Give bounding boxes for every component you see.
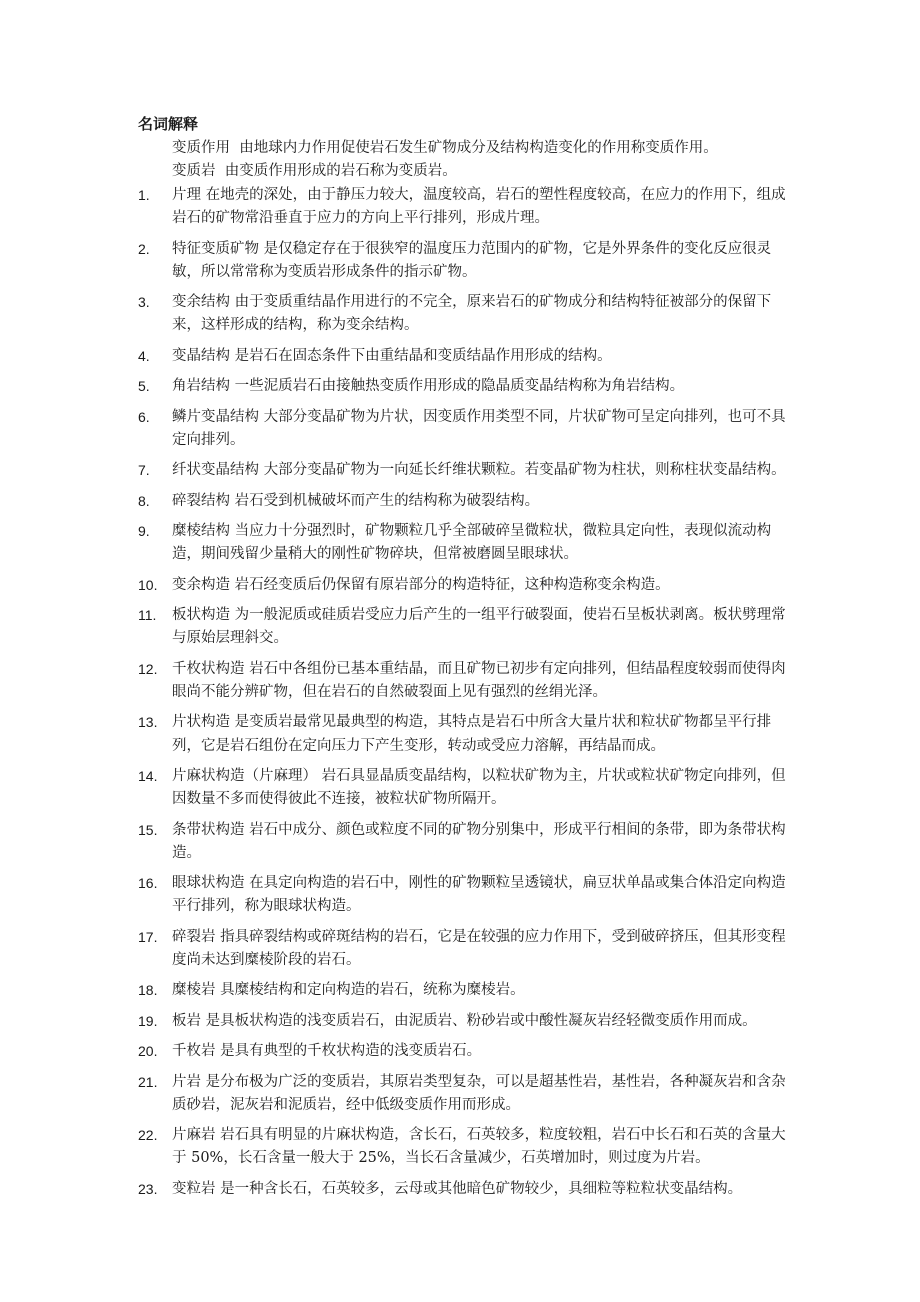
list-number: 15. bbox=[138, 821, 158, 838]
term: 糜棱岩 bbox=[172, 982, 216, 999]
definition: 岩石中各组份已基本重结晶，而且矿物已初步有定向排列，但结晶程度较弱而使得肉眼尚不能分辨矿物，但在岩石的自然破裂面上见有强烈的丝绢光泽。 bbox=[172, 660, 786, 700]
list-number: 9. bbox=[138, 523, 150, 540]
definition: 由变质作用形成的岩石称为变质岩。 bbox=[224, 163, 457, 179]
term: 变晶结构 bbox=[172, 347, 230, 364]
list-number: 11. bbox=[138, 607, 157, 624]
list-item bbox=[0, 765, 792, 811]
definition: 大部分变晶矿物为一向延长纤维状颗粒。若变晶矿物为柱状，则称柱状变晶结构。 bbox=[263, 462, 786, 479]
list-item bbox=[0, 520, 792, 566]
definition: 岩石经变质后仍保留有原岩部分的构造特征，这种构造称变余构造。 bbox=[234, 576, 670, 593]
term: 片状构造 bbox=[172, 714, 230, 731]
term: 千枚岩 bbox=[172, 1043, 216, 1060]
term: 片麻状构造（片麻理） bbox=[172, 768, 317, 785]
definition: 是具板状构造的浅变质岩石，由泥质岩、粉砂岩或中酸性凝灰岩经轻微变质作用而成。 bbox=[205, 1012, 757, 1029]
list-item bbox=[0, 1178, 792, 1201]
list-item bbox=[0, 819, 792, 865]
list-item bbox=[0, 574, 792, 597]
term: 眼球状构造 bbox=[172, 875, 245, 892]
list-item bbox=[0, 1010, 792, 1033]
list-number: 3. bbox=[138, 294, 150, 311]
list-number: 23. bbox=[138, 1180, 158, 1197]
term: 角岩结构 bbox=[172, 378, 230, 395]
definition: 是一种含长石，石英较多，云母或其他暗色矿物较少，具细粒等粒粒状变晶结构。 bbox=[220, 1180, 743, 1197]
term: 条带状构造 bbox=[172, 821, 245, 838]
list-number: 1. bbox=[138, 187, 150, 203]
term: 千枚状构造 bbox=[172, 660, 245, 677]
list-item bbox=[0, 1040, 792, 1063]
list-number: 7. bbox=[138, 462, 150, 479]
definition: 是分布极为广泛的变质岩，其原岩类型复杂，可以是超基性岩，基性岩，各种凝灰岩和含杂质砂岩，泥灰岩和泥质岩，经中低级变质作用而形成。 bbox=[172, 1073, 786, 1113]
term: 变余构造 bbox=[172, 576, 230, 593]
list-number: 2. bbox=[138, 240, 150, 257]
list-number: 16. bbox=[138, 875, 158, 892]
list-number: 18. bbox=[138, 982, 158, 999]
list-item bbox=[0, 490, 792, 513]
term: 特征变质矿物 bbox=[172, 240, 259, 257]
list-number: 14. bbox=[138, 768, 158, 785]
list-item bbox=[0, 345, 792, 368]
definition: 由于变质重结晶作用进行的不完全，原来岩石的矿物成分和结构特征被部分的保留下来，这样形成的结构，称为变余结构。 bbox=[172, 294, 772, 334]
definition: 是变质岩最常见最典型的构造，其特点是岩石中所含大量片状和粒状矿物都呈平行排列，它是岩石组份在定向压力下产生变形，转动或受应力溶解，再结晶而成。 bbox=[172, 714, 772, 754]
term: 变质岩 bbox=[172, 163, 216, 179]
term: 变余结构 bbox=[172, 294, 230, 311]
term: 片岩 bbox=[172, 1073, 201, 1090]
intro-definition bbox=[172, 160, 792, 183]
term: 板状构造 bbox=[172, 607, 230, 624]
list-number: 19. bbox=[138, 1012, 158, 1029]
definition: 是岩石在固态条件下由重结晶和变质结晶作用形成的结构。 bbox=[234, 347, 612, 364]
term: 纤状变晶结构 bbox=[172, 462, 259, 479]
list-item bbox=[0, 375, 792, 398]
term: 碎裂岩 bbox=[172, 928, 216, 945]
list-number: 6. bbox=[138, 408, 150, 425]
list-item bbox=[0, 926, 792, 972]
list-number: 8. bbox=[138, 492, 150, 509]
definition: 是具有典型的千枚状构造的浅变质岩石。 bbox=[220, 1043, 482, 1060]
list-number: 10. bbox=[138, 576, 158, 593]
list-item bbox=[0, 604, 792, 650]
definition: 在具定向构造的岩石中，刚性的矿物颗粒呈透镜状，扁豆状单晶或集合体沿定向构造平行排列，称为眼球状构造。 bbox=[172, 875, 786, 915]
list-item bbox=[0, 711, 792, 757]
definition: 岩石具显晶质变晶结构，以粒状矿物为主，片状或粒状矿物定向排列，但因数量不多而使得彼此不连接，被粒状矿物所隔开。 bbox=[172, 768, 786, 808]
term: 变质作用 bbox=[172, 140, 230, 156]
term: 鳞片变晶结构 bbox=[172, 408, 259, 425]
intro-definition bbox=[172, 137, 792, 160]
list-number: 22. bbox=[138, 1127, 158, 1144]
definition: 具糜棱结构和定向构造的岩石，统称为糜棱岩。 bbox=[220, 982, 525, 999]
term: 片理 bbox=[172, 187, 201, 203]
list-item bbox=[0, 658, 792, 704]
list-number: 20. bbox=[138, 1043, 158, 1060]
definition: 在地壳的深处，由于静压力较大，温度较高，岩石的塑性程度较高，在应力的作用下，组成岩石的矿物常沿垂直于应力的方向上平行排列，形成片理。 bbox=[172, 187, 786, 227]
definition-list bbox=[0, 184, 920, 1208]
term: 板岩 bbox=[172, 1012, 201, 1029]
list-number: 4. bbox=[138, 347, 150, 364]
definition: 为一般泥质或硅质岩受应力后产生的一组平行破裂面，使岩石呈板状剥离。板状劈理常与原始层理斜交。 bbox=[172, 607, 786, 647]
list-item bbox=[0, 1124, 792, 1170]
list-number: 12. bbox=[138, 660, 158, 677]
definition: 岩石受到机械破坏而产生的结构称为破裂结构。 bbox=[234, 492, 540, 509]
list-item bbox=[0, 184, 792, 230]
list-number: 5. bbox=[138, 378, 150, 395]
list-item bbox=[0, 979, 792, 1002]
definition: 指具碎裂结构或碎斑结构的岩石，它是在较强的应力作用下，受到破碎挤压，但其形变程度尚未达到糜棱阶段的岩石。 bbox=[172, 928, 786, 968]
list-item bbox=[0, 459, 792, 482]
definition: 是仅稳定存在于很狭窄的温度压力范围内的矿物，它是外界条件的变化反应很灵敏，所以常常称为变质岩形成条件的指示矿物。 bbox=[172, 240, 772, 280]
definition: 大部分变晶矿物为片状，因变质作用类型不同，片状矿物可呈定向排列，也可不具定向排列。 bbox=[172, 408, 786, 448]
definition: 岩石中成分、颜色或粒度不同的矿物分别集中，形成平行相间的条带，即为条带状构造。 bbox=[172, 821, 786, 861]
definition: 一些泥质岩石由接触热变质作用形成的隐晶质变晶结构称为角岩结构。 bbox=[234, 378, 685, 395]
definition: 由地球内力作用促使岩石发生矿物成分及结构构造变化的作用称变质作用。 bbox=[239, 140, 718, 156]
list-item bbox=[0, 406, 792, 452]
section-heading: 名词解释 bbox=[138, 115, 199, 133]
list-item bbox=[0, 1071, 792, 1117]
list-number: 21. bbox=[138, 1073, 158, 1090]
term: 碎裂结构 bbox=[172, 492, 230, 509]
definition: 岩石具有明显的片麻状构造，含长石，石英较多，粒度较粗，岩石中长石和石英的含量大于 50%，长石含量一般大于 25%，当长石含量减少，石英增加时，则过度为片岩。 bbox=[172, 1127, 786, 1167]
term: 糜棱结构 bbox=[172, 523, 230, 540]
list-number: 13. bbox=[138, 714, 158, 731]
term: 变粒岩 bbox=[172, 1180, 216, 1197]
definition: 当应力十分强烈时，矿物颗粒几乎全部破碎呈微粒状，微粒具定向性，表现似流动构造，期间残留少量稍大的刚性矿物碎块，但常被磨圆呈眼球状。 bbox=[172, 523, 772, 563]
term: 片麻岩 bbox=[172, 1127, 216, 1144]
list-item bbox=[0, 872, 792, 918]
list-item bbox=[0, 238, 792, 284]
list-item bbox=[0, 291, 792, 337]
list-number: 17. bbox=[138, 928, 158, 945]
